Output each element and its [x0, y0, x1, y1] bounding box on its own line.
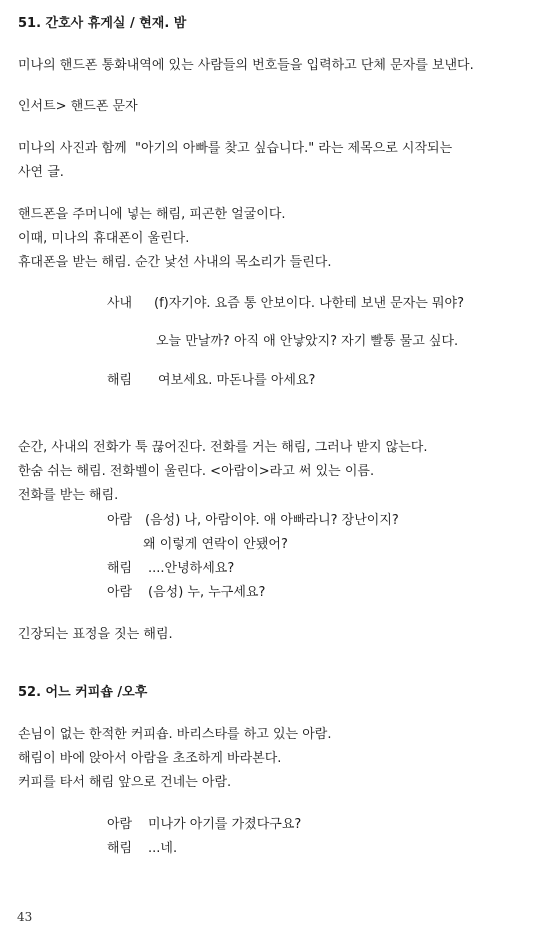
scene-51-insert: 인서트> 핸드폰 문자 [18, 99, 138, 114]
scene-51-action-3-line-2: 한숨 쉬는 해림. 전화벨이 울린다. <아람이>라고 써 있는 이름. [18, 464, 375, 479]
dialogue-line: 왜 이렇게 연락이 안됐어? [143, 537, 288, 552]
dialogue-speaker: 아람 [107, 585, 133, 600]
scene-51-message-line-1: 미나의 사진과 함께 "아기의 아빠를 찾고 싶습니다." 라는 제목으로 시작되는 [18, 141, 453, 156]
dialogue-speaker: 아람 [107, 817, 133, 832]
scene-51-message-line-2: 사연 글. [18, 165, 64, 180]
page-number: 43 [17, 910, 33, 924]
scene-52-action-1-line-3: 커피를 타서 해림 앞으로 건네는 아람. [18, 775, 232, 790]
scene-51-action-2-line-3: 휴대폰을 받는 해림. 순간 낯선 사내의 목소리가 들린다. [18, 255, 332, 270]
scene-52-heading: 52. 어느 커피숍 /오후 [18, 685, 148, 700]
scene-51-action-1: 미나의 핸드폰 통화내역에 있는 사람들의 번호들을 입력하고 단체 문자를 보낸다. [18, 58, 474, 73]
dialogue-line: ....안녕하세요? [148, 561, 235, 576]
dialogue-speaker: 사내 [107, 296, 133, 311]
scene-51-action-4: 긴장되는 표정을 짓는 해림. [18, 627, 173, 642]
dialogue-line: 여보세요. 마돈나를 아세요? [158, 373, 316, 388]
scene-51-heading: 51. 간호사 휴게실 / 현재. 밤 [18, 16, 187, 31]
dialogue-speaker: 해림 [107, 561, 133, 576]
scene-52-action-1-line-1: 손님이 없는 한적한 커피숍. 바리스타를 하고 있는 아람. [18, 727, 332, 742]
scene-52-action-1-line-2: 해림이 바에 앉아서 아람을 초조하게 바라본다. [18, 751, 282, 766]
scene-51-action-2-line-2: 이때, 미나의 휴대폰이 울린다. [18, 231, 190, 246]
dialogue-speaker: 해림 [107, 841, 133, 856]
dialogue-line: 미나가 아기를 가졌다구요? [148, 817, 302, 832]
dialogue-line: 오늘 만날까? 아직 애 안낳았지? 자기 빨통 물고 싶다. [156, 334, 459, 349]
scene-51-action-3-line-1: 순간, 사내의 전화가 툭 끊어진다. 전화를 거는 해림, 그러나 받지 않는다. [18, 440, 428, 455]
dialogue-line: (f)자기야. 요즘 통 안보이다. 나한테 보낸 문자는 뭐야? [154, 296, 464, 311]
dialogue-line: (음성) 나, 아람이야. 애 아빠라니? 장난이지? [145, 513, 399, 528]
dialogue-speaker: 아람 [107, 513, 133, 528]
dialogue-line: (음성) 누, 누구세요? [148, 585, 266, 600]
dialogue-line: ...네. [148, 841, 178, 856]
scene-51-action-2-line-1: 핸드폰을 주머니에 넣는 해림, 피곤한 얼굴이다. [18, 207, 286, 222]
scene-51-action-3-line-3: 전화를 받는 해림. [18, 488, 119, 503]
dialogue-speaker: 해림 [107, 373, 133, 388]
